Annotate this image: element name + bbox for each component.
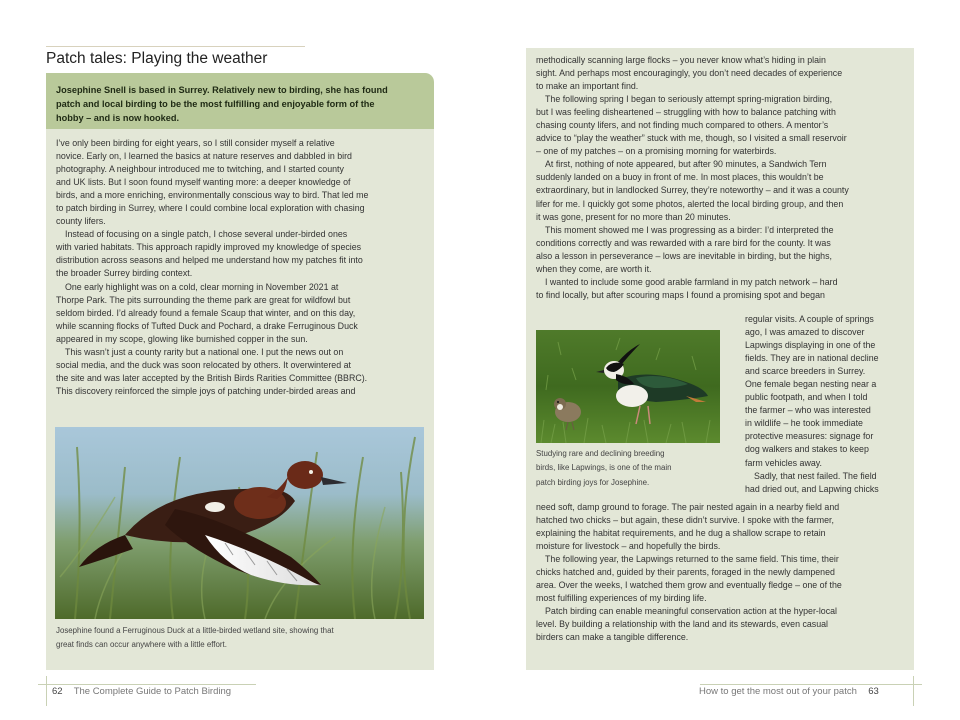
body-line: methodically scanning large flocks – you never know what’s hiding in plain — [536, 55, 826, 65]
body-line: most fulfilling experiences of my birding life. — [536, 593, 707, 604]
intro-line: patch and local birding to be the most fulfilling and enjoyable form of the — [56, 99, 375, 110]
body-line: The following spring I began to seriously attempt spring-migration birding, — [545, 94, 833, 105]
body-line: the site and was later accepted by the British Birds Rarities Committee (BBRC). — [56, 372, 368, 383]
body-line: – one of my patches – on a promising morning for waterbirds. — [536, 146, 777, 157]
body-line: chicks hatched and, guided by their parents, foraged in the newly dampened — [536, 567, 835, 578]
body-line: chasing county lifers, and not finding much compared to others. A mentor’s — [536, 120, 829, 131]
right-footer — [699, 686, 879, 697]
body-line: also a lesson in perseverance – lows are inevitable in birding, but the highs, — [536, 250, 832, 261]
body-line: ago, I was amazed to discover — [745, 327, 865, 338]
body-line: farm vehicles away. — [745, 457, 822, 468]
body-line: advice to “play the weather” stuck with me, though, so I visited a small reservoir — [536, 133, 847, 144]
running-title: How to get the most out of your patch — [699, 686, 857, 697]
body-line: and scarce breeders in Surrey. — [745, 366, 866, 377]
body-line: but I was feeling disheartened – struggling with how to balance patching with — [536, 107, 836, 118]
body-line: in wildlife – he took immediate — [745, 418, 863, 429]
page-number: 63 — [868, 686, 879, 697]
caption-line: birds, like Lapwings, is one of the main — [536, 463, 672, 473]
body-line: level. By building a relationship with the land and its stewards, even casual — [536, 619, 829, 630]
intro-line: Josephine Snell is based in Surrey. Relatively new to birding, she has found — [56, 85, 388, 95]
body-line: fields. They are in national decline — [745, 353, 879, 364]
body-line: with varied habitats. This approach rapidly improved my knowledge of species — [56, 242, 362, 253]
body-line: and UK lists. But I soon found myself wanting more: a deeper knowledge of — [56, 177, 351, 188]
left-body-text — [56, 137, 368, 398]
body-line: social media, and the duck was soon relocated by others. It overwintered at — [56, 359, 351, 370]
body-line: photography. A neighbour introduced me to twitching, and I started county — [56, 164, 344, 175]
body-line: when they come, are worth it. — [536, 263, 652, 274]
ferruginous-duck-photo — [55, 427, 424, 619]
body-line: public footpath, and when I told — [745, 392, 868, 403]
body-line: I wanted to include some good arable farmland in my patch network – hard — [545, 276, 838, 287]
body-line: the broader Surrey birding context. — [56, 268, 193, 279]
body-line: the farmer – who was interested — [745, 405, 871, 416]
caption-line: Josephine found a Ferruginous Duck at a little-birded wetland site, showing that — [56, 626, 334, 635]
body-line: protective measures: signage for — [745, 431, 874, 442]
body-line: county lifers. — [56, 216, 106, 227]
body-line: Sadly, that nest failed. The field — [754, 470, 877, 481]
body-line: regular visits. A couple of springs — [745, 314, 874, 324]
caption-line: patch birding joys for Josephine. — [536, 477, 650, 487]
body-line: hatched two chicks – but again, these didn’t survive. I spoke with the farmer, — [536, 515, 834, 526]
body-line: seldom birded. I’d already found a female Scaup that winter, and on this day, — [56, 307, 356, 318]
body-line: appeared in my scope, glowing like burnished copper in the sun. — [56, 333, 308, 344]
body-line: This wasn’t just a county rarity but a national one. I put the news out on — [65, 346, 344, 357]
body-line: extraordinary, but in landlocked Surrey, they’re noteworthy – and it was a county — [536, 185, 849, 196]
intro-standfirst — [46, 73, 434, 129]
body-line: birders can make a tangible difference. — [536, 632, 689, 643]
body-line: to find locally, but after scouring maps I found a promising spot and began — [536, 289, 825, 300]
body-line: to patch birding in Surrey, where I could combine local exploration with chasing — [56, 203, 365, 214]
body-line: This moment showed me I was progressing as a birder: I’d interpreted the — [545, 224, 834, 235]
footer-tick — [913, 676, 914, 706]
footer-tick — [46, 676, 47, 706]
body-line: suddenly landed on a buoy in front of me. In most places, this wouldn’t be — [536, 172, 824, 183]
body-line: to make an important find. — [536, 81, 639, 92]
running-title: The Complete Guide to Patch Birding — [73, 686, 232, 697]
right-body-text-side — [745, 313, 879, 496]
body-line: novice. Early on, I learned the basics at nature reserves and dabbled in bird — [56, 151, 352, 162]
body-line: Thorpe Park. The pits surrounding the theme park are great for wildfowl but — [56, 294, 351, 305]
body-line: explaining the habitat requirements, and he dug a shallow scrape to retain — [536, 528, 826, 539]
body-line: One female began nesting near a — [745, 379, 877, 390]
caption-line: great finds can occur anywhere with a little effort. — [56, 640, 227, 650]
lapwing-photo — [536, 330, 720, 443]
body-line: had dried out, and Lapwing chicks — [745, 483, 879, 494]
body-line: At first, nothing of note appeared, but after 90 minutes, a Sandwich Tern — [545, 159, 827, 170]
body-line: Lapwings displaying in one of the — [745, 340, 876, 351]
title-rule — [46, 46, 305, 47]
left-footer — [52, 686, 231, 697]
footer-rule — [38, 684, 256, 685]
body-line: moisture for livestock – and hopefully the birds. — [536, 541, 721, 552]
intro-line: hobby – and is now hooked. — [56, 113, 180, 124]
body-line: need soft, damp ground to forage. The pair nested again in a nearby field and — [536, 502, 840, 512]
body-line: sight. And perhaps most encouragingly, you don’t need decades of experience — [536, 68, 843, 79]
body-line: distribution across seasons and helped me understand how my patches fit into — [56, 255, 363, 266]
body-line: area. Over the weeks, I watched them grow and eventually fledge – one of the — [536, 580, 842, 591]
body-line: One early highlight was on a cold, clear morning in November 2021 at — [65, 281, 339, 292]
body-line: This discovery reinforced the simple joys of patching under-birded areas and — [56, 385, 356, 396]
body-line: I’ve only been birding for eight years, so I still consider myself a relative — [56, 138, 335, 148]
page-number: 62 — [52, 686, 63, 697]
body-line: lifer for me. I quickly got some photos, alerted the local birding group, and then — [536, 198, 844, 209]
body-line: while scanning flocks of Tufted Duck and Pochard, a drake Ferruginous Duck — [56, 320, 358, 331]
footer-rule — [700, 684, 922, 685]
body-line: dog walkers and stakes to keep — [745, 444, 869, 455]
duck-caption — [56, 624, 334, 653]
body-line: Instead of focusing on a single patch, I chose several under-birded ones — [65, 229, 348, 240]
caption-line: Studying rare and declining breeding — [536, 449, 665, 458]
body-line: The following year, the Lapwings returned to the same field. This time, their — [545, 554, 839, 565]
lapwing-caption — [536, 447, 672, 490]
body-line: conditions correctly and was rewarded with a rare bird for the county. It was — [536, 237, 831, 248]
article-title: Patch tales: Playing the weather — [46, 50, 268, 67]
body-line: it was gone, present for no more than 20 minutes. — [536, 211, 731, 222]
body-line: Patch birding can enable meaningful conservation action at the hyper-local — [545, 606, 838, 617]
body-line: birds, and a more enriching, environmentally conscious way to bird. That led me — [56, 190, 369, 201]
right-body-text-top — [536, 54, 849, 302]
right-body-text-bottom — [536, 501, 842, 645]
